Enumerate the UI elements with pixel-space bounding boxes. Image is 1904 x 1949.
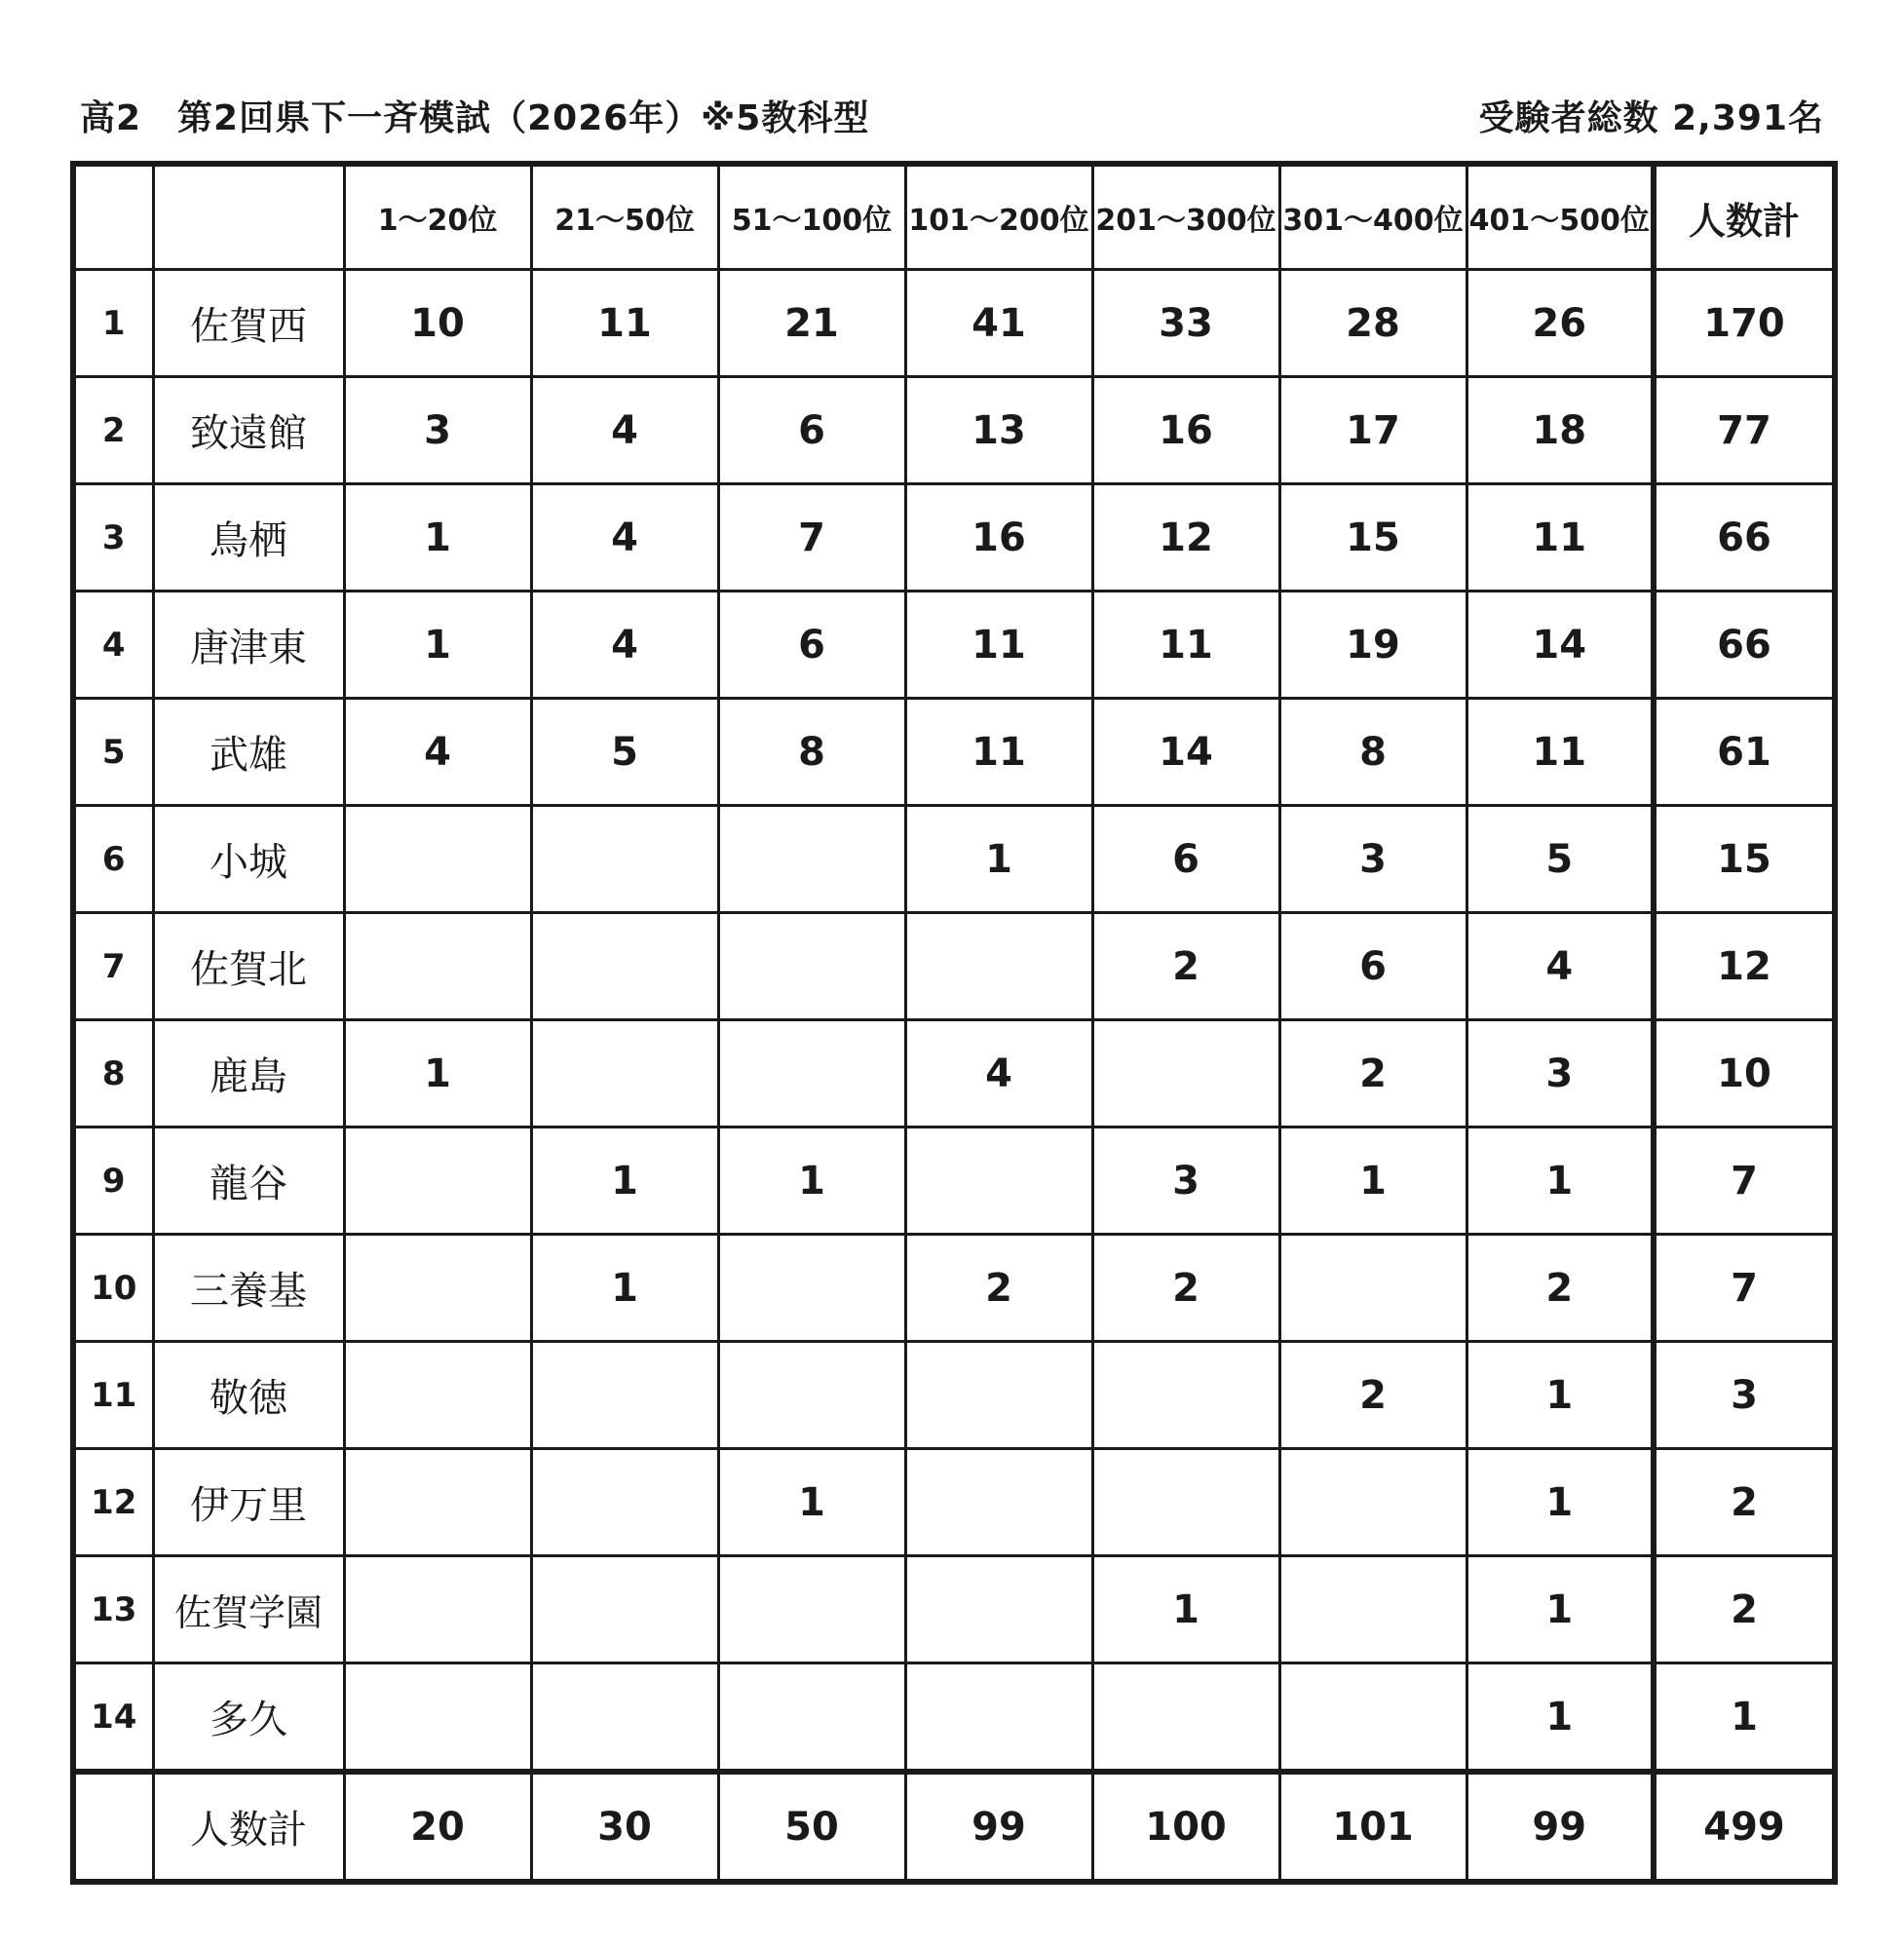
count-cell: 1	[1466, 1663, 1654, 1773]
count-cell	[531, 1020, 718, 1127]
count-cell: 15	[1279, 484, 1466, 592]
count-cell: 2	[1279, 1020, 1466, 1127]
row-total-cell: 3	[1654, 1342, 1835, 1449]
count-cell: 1	[531, 1235, 718, 1342]
row-total-cell: 10	[1654, 1020, 1835, 1127]
table-row	[73, 1449, 1835, 1556]
count-cell	[718, 1342, 905, 1449]
total-cell: 30	[531, 1772, 718, 1882]
count-cell	[1092, 1449, 1279, 1556]
count-cell: 1	[344, 1020, 531, 1127]
examinee-count: 受験者総数 2,391名	[1478, 97, 1824, 138]
ranking-table	[70, 161, 1838, 1885]
column-header-total: 人数計	[1654, 164, 1835, 270]
count-cell: 41	[905, 270, 1092, 377]
count-cell: 1	[1466, 1449, 1654, 1556]
count-cell: 6	[1279, 913, 1466, 1020]
count-cell	[1279, 1449, 1466, 1556]
table-row	[73, 1342, 1835, 1449]
count-cell: 11	[1092, 592, 1279, 699]
count-cell	[1279, 1663, 1466, 1773]
count-cell: 6	[1092, 806, 1279, 913]
count-cell: 1	[718, 1127, 905, 1235]
count-cell: 2	[1279, 1342, 1466, 1449]
row-number: 2	[73, 377, 153, 484]
total-cell: 50	[718, 1772, 905, 1882]
count-cell	[531, 1449, 718, 1556]
count-cell: 26	[1466, 270, 1654, 377]
count-cell: 2	[905, 1235, 1092, 1342]
count-cell: 4	[531, 592, 718, 699]
count-cell	[531, 806, 718, 913]
table-row	[73, 1020, 1835, 1127]
row-total-cell: 1	[1654, 1663, 1835, 1773]
school-name: 龍谷	[153, 1127, 344, 1235]
school-name: 多久	[153, 1663, 344, 1773]
count-cell: 1	[1466, 1127, 1654, 1235]
row-number: 5	[73, 699, 153, 806]
count-cell	[344, 1663, 531, 1773]
count-cell: 3	[344, 377, 531, 484]
row-number: 1	[73, 270, 153, 377]
row-total-cell: 12	[1654, 913, 1835, 1020]
row-total-cell: 66	[1654, 592, 1835, 699]
total-cell: 99	[1466, 1772, 1654, 1882]
count-cell	[905, 1449, 1092, 1556]
row-number: 12	[73, 1449, 153, 1556]
count-cell: 8	[1279, 699, 1466, 806]
count-cell	[905, 1663, 1092, 1773]
row-total-cell: 15	[1654, 806, 1835, 913]
school-name: 伊万里	[153, 1449, 344, 1556]
school-name: 致遠館	[153, 377, 344, 484]
count-cell	[718, 806, 905, 913]
count-cell: 1	[1466, 1342, 1654, 1449]
count-cell	[344, 1342, 531, 1449]
column-header: 401～500位	[1466, 164, 1654, 270]
count-cell: 8	[718, 699, 905, 806]
row-total-cell: 7	[1654, 1235, 1835, 1342]
total-row-blank	[73, 1772, 153, 1882]
row-number: 3	[73, 484, 153, 592]
table-row	[73, 913, 1835, 1020]
row-number: 6	[73, 806, 153, 913]
school-name: 佐賀学園	[153, 1556, 344, 1663]
count-cell	[1092, 1663, 1279, 1773]
count-cell: 5	[531, 699, 718, 806]
count-cell: 6	[718, 592, 905, 699]
count-cell: 10	[344, 270, 531, 377]
count-cell: 11	[905, 699, 1092, 806]
count-cell	[344, 1556, 531, 1663]
count-cell: 3	[1092, 1127, 1279, 1235]
count-cell: 4	[905, 1020, 1092, 1127]
title-bar	[80, 86, 1824, 144]
count-cell	[344, 1235, 531, 1342]
count-cell: 21	[718, 270, 905, 377]
school-name: 佐賀北	[153, 913, 344, 1020]
total-row-label: 人数計	[153, 1772, 344, 1882]
count-cell: 1	[1466, 1556, 1654, 1663]
count-cell: 3	[1279, 806, 1466, 913]
count-cell: 5	[1466, 806, 1654, 913]
column-header: 1～20位	[344, 164, 531, 270]
count-cell: 13	[905, 377, 1092, 484]
table-row	[73, 484, 1835, 592]
count-cell: 11	[905, 592, 1092, 699]
count-cell: 2	[1092, 1235, 1279, 1342]
page-title: 高2 第2回県下一斉模試（2026年）※5教科型	[80, 97, 870, 138]
count-cell: 11	[1466, 699, 1654, 806]
school-name: 佐賀西	[153, 270, 344, 377]
table-row	[73, 699, 1835, 806]
column-header: 201～300位	[1092, 164, 1279, 270]
count-cell: 11	[531, 270, 718, 377]
grand-total-cell: 499	[1654, 1772, 1835, 1882]
row-total-cell: 2	[1654, 1556, 1835, 1663]
corner-cell-school	[153, 164, 344, 270]
header-row	[73, 164, 1835, 270]
count-cell: 4	[531, 377, 718, 484]
count-cell: 14	[1092, 699, 1279, 806]
total-cell: 99	[905, 1772, 1092, 1882]
row-total-cell: 66	[1654, 484, 1835, 592]
row-total-cell: 170	[1654, 270, 1835, 377]
count-cell: 4	[531, 484, 718, 592]
row-number: 8	[73, 1020, 153, 1127]
count-cell: 16	[905, 484, 1092, 592]
table-row	[73, 592, 1835, 699]
column-header: 51～100位	[718, 164, 905, 270]
count-cell: 16	[1092, 377, 1279, 484]
count-cell: 28	[1279, 270, 1466, 377]
row-number: 4	[73, 592, 153, 699]
row-number: 7	[73, 913, 153, 1020]
count-cell	[531, 1663, 718, 1773]
count-cell	[1092, 1020, 1279, 1127]
count-cell: 1	[344, 484, 531, 592]
count-cell: 7	[718, 484, 905, 592]
corner-cell-number	[73, 164, 153, 270]
count-cell: 6	[718, 377, 905, 484]
count-cell: 33	[1092, 270, 1279, 377]
table-row	[73, 1663, 1835, 1773]
count-cell: 2	[1466, 1235, 1654, 1342]
count-cell	[344, 913, 531, 1020]
row-total-cell: 61	[1654, 699, 1835, 806]
school-name: 鳥栖	[153, 484, 344, 592]
count-cell: 11	[1466, 484, 1654, 592]
table-row	[73, 806, 1835, 913]
row-number: 14	[73, 1663, 153, 1773]
school-name: 小城	[153, 806, 344, 913]
count-cell	[905, 1556, 1092, 1663]
row-number: 10	[73, 1235, 153, 1342]
row-total-cell: 7	[1654, 1127, 1835, 1235]
row-total-cell: 2	[1654, 1449, 1835, 1556]
count-cell: 12	[1092, 484, 1279, 592]
count-cell	[718, 1020, 905, 1127]
table-row	[73, 377, 1835, 484]
count-cell	[905, 1342, 1092, 1449]
count-cell: 18	[1466, 377, 1654, 484]
school-name: 武雄	[153, 699, 344, 806]
row-total-cell: 77	[1654, 377, 1835, 484]
count-cell: 4	[1466, 913, 1654, 1020]
column-header: 301～400位	[1279, 164, 1466, 270]
count-cell	[718, 1235, 905, 1342]
count-cell	[1092, 1342, 1279, 1449]
total-row	[73, 1772, 1835, 1882]
table-row	[73, 270, 1835, 377]
row-number: 11	[73, 1342, 153, 1449]
count-cell	[344, 1449, 531, 1556]
count-cell: 1	[1279, 1127, 1466, 1235]
table-row	[73, 1235, 1835, 1342]
count-cell: 1	[905, 806, 1092, 913]
school-name: 三養基	[153, 1235, 344, 1342]
count-cell	[531, 1556, 718, 1663]
count-cell	[1279, 1556, 1466, 1663]
column-header: 101～200位	[905, 164, 1092, 270]
count-cell	[344, 1127, 531, 1235]
count-cell: 1	[344, 592, 531, 699]
count-cell: 1	[531, 1127, 718, 1235]
total-cell: 101	[1279, 1772, 1466, 1882]
count-cell: 14	[1466, 592, 1654, 699]
row-number: 9	[73, 1127, 153, 1235]
row-number: 13	[73, 1556, 153, 1663]
table-row	[73, 1127, 1835, 1235]
school-name: 唐津東	[153, 592, 344, 699]
count-cell	[1279, 1235, 1466, 1342]
count-cell: 2	[1092, 913, 1279, 1020]
count-cell: 19	[1279, 592, 1466, 699]
count-cell: 1	[718, 1449, 905, 1556]
count-cell	[718, 913, 905, 1020]
school-name: 敬徳	[153, 1342, 344, 1449]
count-cell	[905, 1127, 1092, 1235]
count-cell: 3	[1466, 1020, 1654, 1127]
count-cell	[718, 1556, 905, 1663]
table-row	[73, 1556, 1835, 1663]
total-cell: 100	[1092, 1772, 1279, 1882]
count-cell	[905, 913, 1092, 1020]
column-header: 21～50位	[531, 164, 718, 270]
count-cell: 1	[1092, 1556, 1279, 1663]
count-cell: 17	[1279, 377, 1466, 484]
count-cell: 4	[344, 699, 531, 806]
total-cell: 20	[344, 1772, 531, 1882]
count-cell	[344, 806, 531, 913]
count-cell	[531, 913, 718, 1020]
school-name: 鹿島	[153, 1020, 344, 1127]
count-cell	[718, 1663, 905, 1773]
count-cell	[531, 1342, 718, 1449]
